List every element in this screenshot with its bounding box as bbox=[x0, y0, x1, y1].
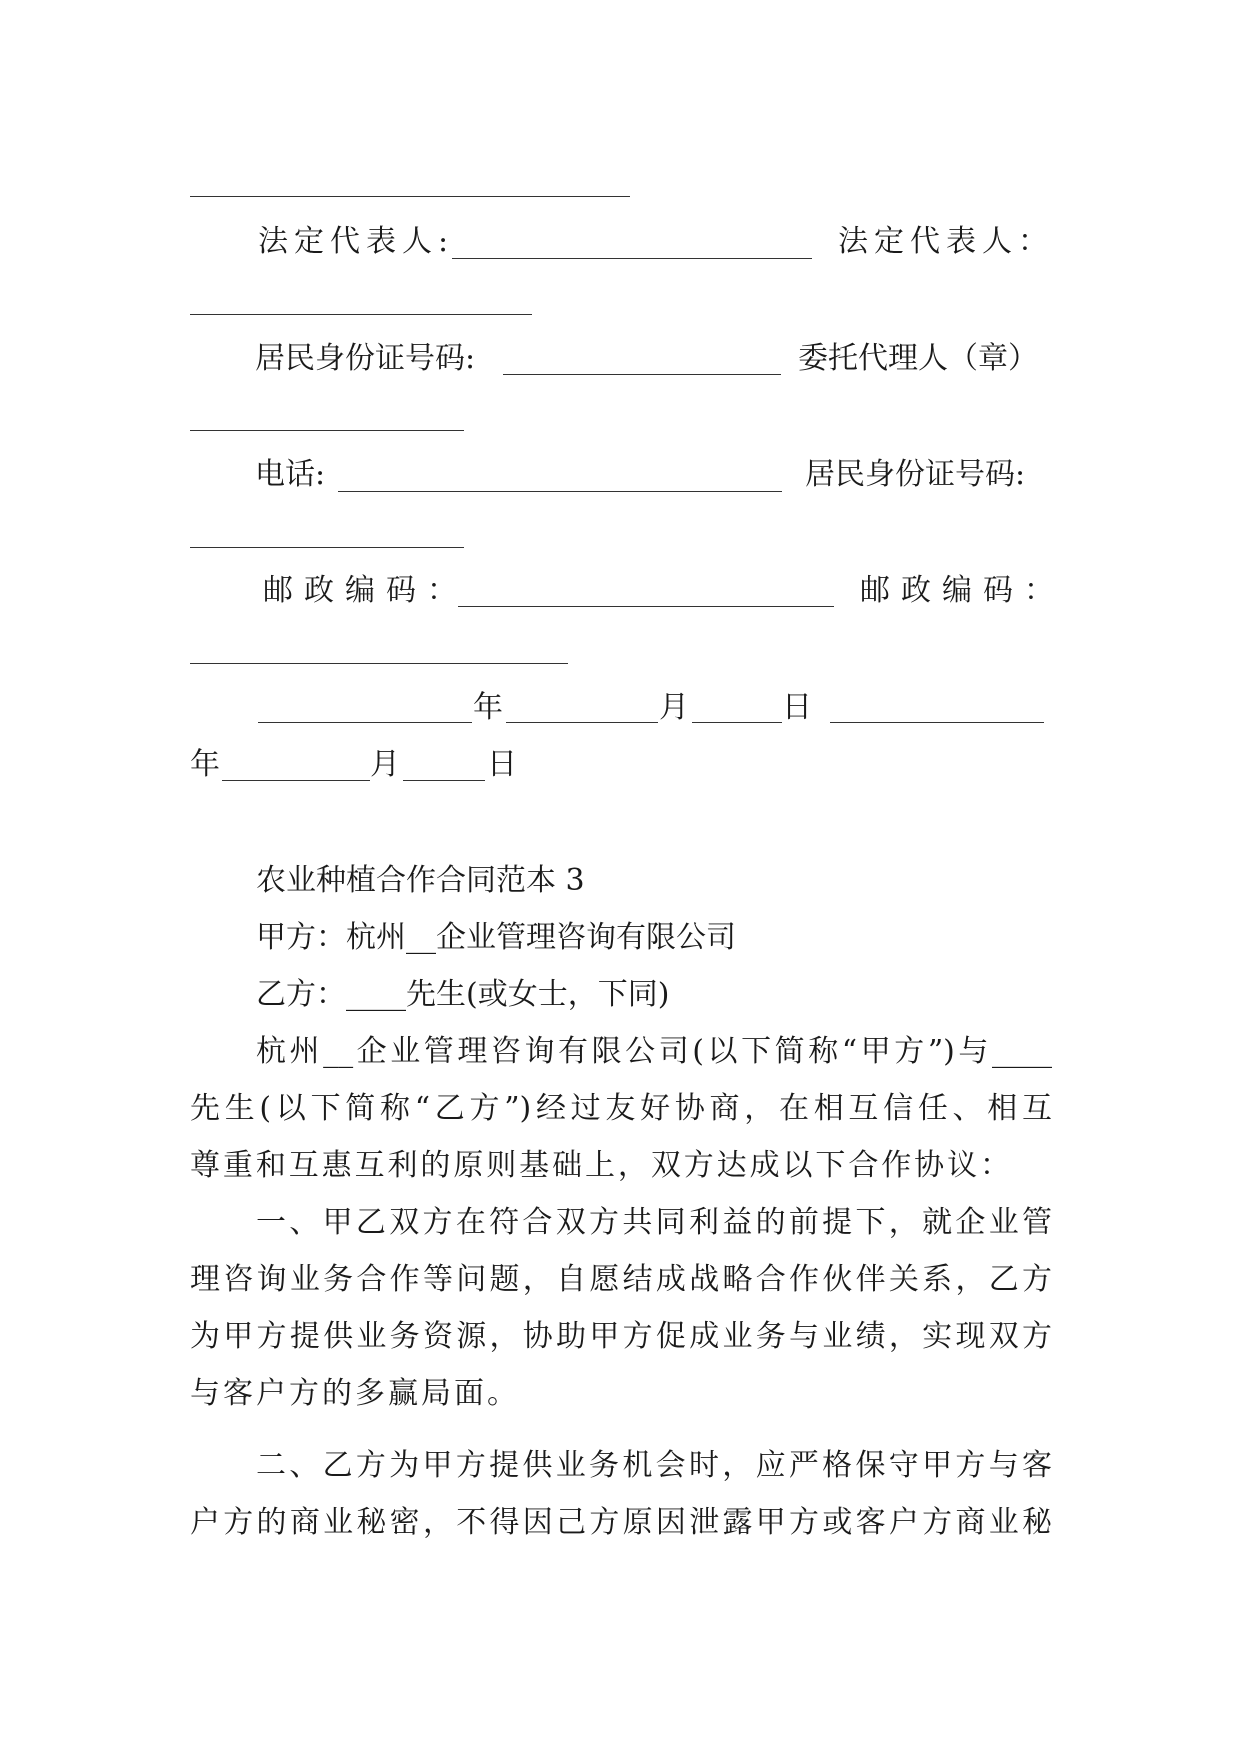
id-number-blank-a[interactable] bbox=[503, 374, 781, 375]
party-a-line: 甲方：杭州__企业管理咨询有限公司 bbox=[256, 920, 736, 955]
date-a-month-blank[interactable] bbox=[506, 722, 658, 723]
date-a-day-blank[interactable] bbox=[692, 722, 782, 723]
intro-line-1: 杭州__企业管理咨询有限公司(以下简称“甲方”)与____ bbox=[256, 1034, 1052, 1069]
date-a-day: 日 bbox=[782, 690, 812, 725]
postcode-label-a: 邮政编码： bbox=[263, 573, 468, 608]
party-a-rep-label: 法定代表人: bbox=[258, 224, 455, 259]
agent-label: 委托代理人（章） bbox=[798, 341, 1038, 376]
party-b-rep-label: 法定代表人： bbox=[838, 224, 1054, 259]
agent-blank[interactable] bbox=[190, 430, 464, 431]
clause-1-line-3: 为甲方提供业务资源，协助甲方促成业务与业绩，实现双方 bbox=[190, 1319, 1052, 1354]
date-b-year-blank[interactable] bbox=[830, 722, 1044, 723]
date-b-month-blank[interactable] bbox=[222, 780, 370, 781]
clause-1-line-1: 一、甲乙双方在符合双方共同利益的前提下，就企业管 bbox=[256, 1205, 1052, 1240]
id-number-label-a: 居民身份证号码: bbox=[255, 341, 476, 376]
blank-line bbox=[190, 196, 630, 197]
phone-blank[interactable] bbox=[338, 491, 782, 492]
clause-2-line-1: 二、乙方为甲方提供业务机会时，应严格保守甲方与客 bbox=[256, 1448, 1052, 1483]
clause-1-line-4: 与客户方的多赢局面。 bbox=[190, 1376, 520, 1411]
intro-line-3: 尊重和互惠互利的原则基础上，双方达成以下合作协议： bbox=[190, 1148, 1010, 1183]
intro-line-2: 先生(以下简称“乙方”)经过友好协商，在相互信任、相互 bbox=[190, 1091, 1052, 1126]
clause-2-line-2: 户方的商业秘密，不得因己方原因泄露甲方或客户方商业秘 bbox=[190, 1505, 1052, 1540]
clause-1-line-2: 理咨询业务合作等问题，自愿结成战略合作伙伴关系，乙方 bbox=[190, 1262, 1052, 1297]
phone-label: 电话: bbox=[255, 457, 326, 492]
date-b-month: 月 bbox=[370, 747, 400, 782]
date-b-day-blank[interactable] bbox=[403, 780, 485, 781]
date-b-year: 年 bbox=[190, 747, 220, 782]
postcode-blank-a[interactable] bbox=[458, 606, 834, 607]
id-number-label-b: 居民身份证号码: bbox=[805, 457, 1026, 492]
date-a-month: 月 bbox=[659, 690, 689, 725]
party-b-line: 乙方：____先生(或女士，下同) bbox=[256, 977, 670, 1012]
contract-title: 农业种植合作合同范本 3 bbox=[256, 863, 585, 898]
postcode-blank-b[interactable] bbox=[190, 663, 568, 664]
date-b-day: 日 bbox=[487, 747, 517, 782]
date-a-year-blank[interactable] bbox=[258, 722, 472, 723]
postcode-label-b: 邮政编码： bbox=[860, 573, 1065, 608]
party-b-rep-blank[interactable] bbox=[190, 314, 532, 315]
party-a-rep-blank[interactable] bbox=[452, 258, 812, 259]
id-number-blank-b[interactable] bbox=[190, 547, 464, 548]
date-a-year: 年 bbox=[473, 690, 503, 725]
